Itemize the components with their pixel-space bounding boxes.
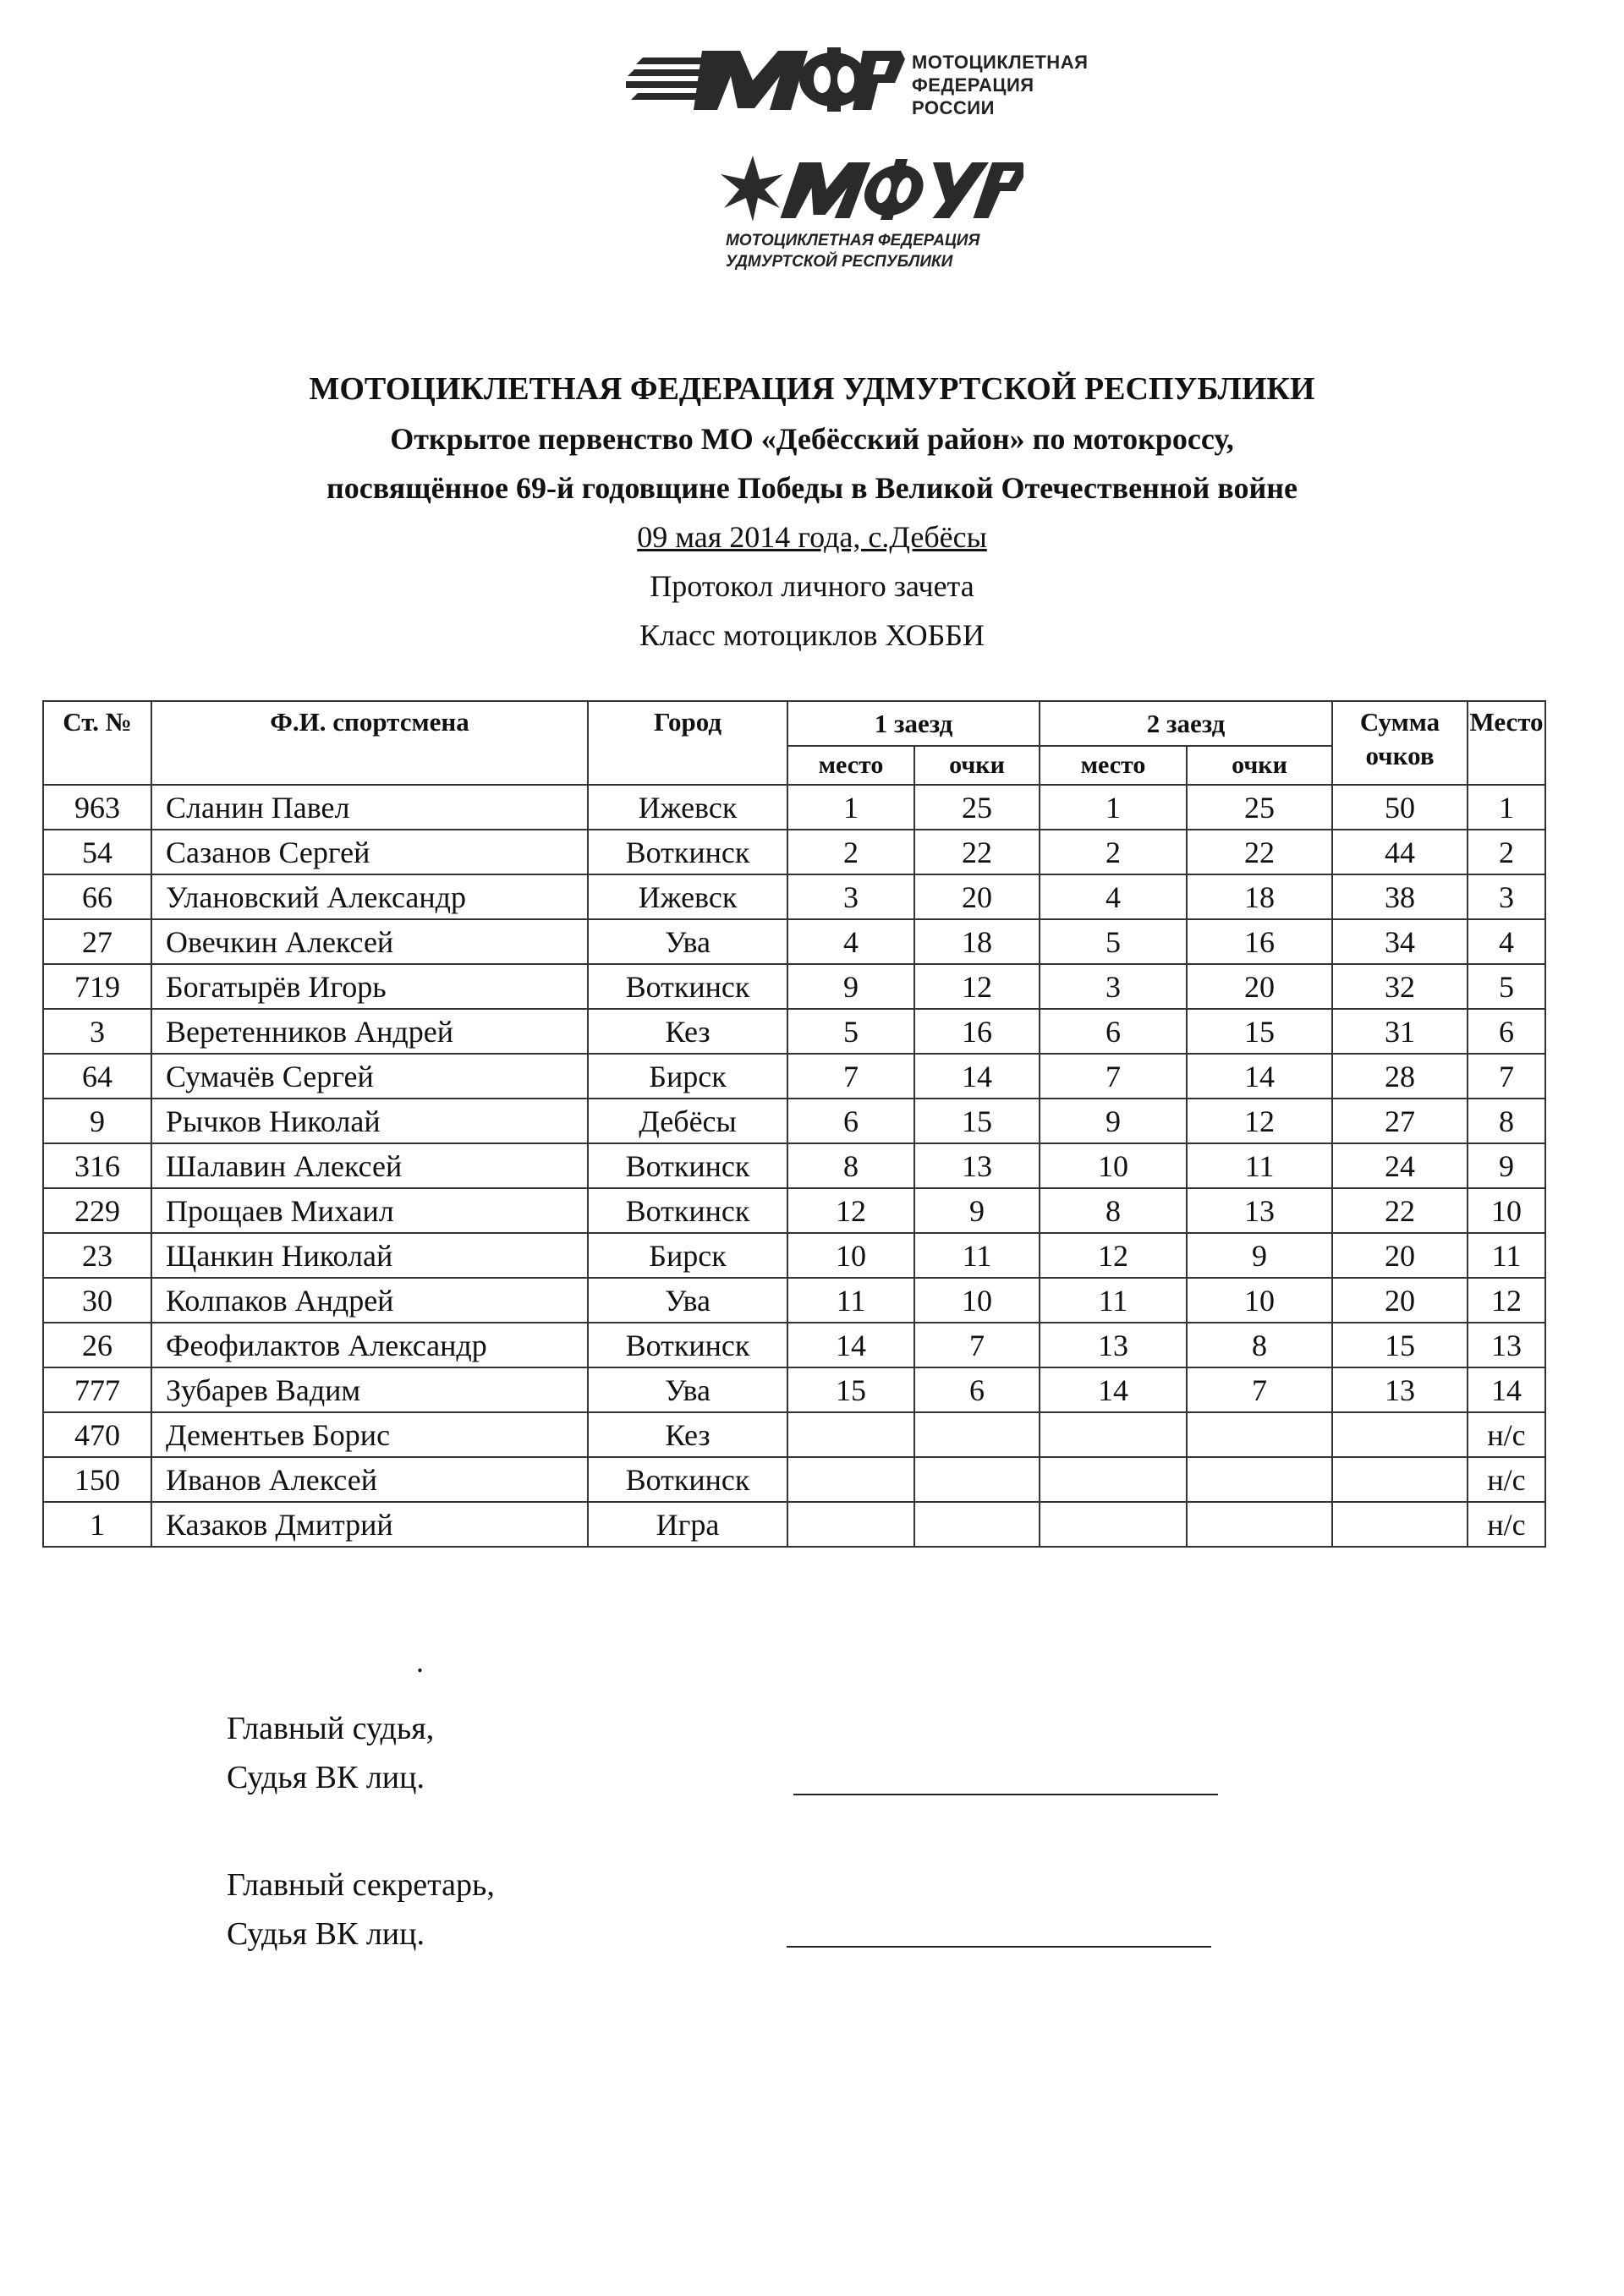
cell-final-place: н/с <box>1468 1502 1545 1547</box>
cell-race2-points: 10 <box>1187 1278 1332 1323</box>
cell-race1-place: 1 <box>787 785 914 830</box>
cell-final-place: 9 <box>1468 1143 1545 1188</box>
cell-race2-points: 8 <box>1187 1323 1332 1367</box>
cell-race2-points: 7 <box>1187 1367 1332 1412</box>
cell-race2-points: 18 <box>1187 874 1332 919</box>
event-title-line1: Открытое первенство МО «Дебёсский район» по мотокроссу, <box>390 422 1234 456</box>
cell-race1-place: 4 <box>787 919 914 964</box>
cell-number: 719 <box>43 964 151 1009</box>
cell-total: 27 <box>1332 1099 1468 1143</box>
table-row <box>43 1412 1545 1457</box>
table-row <box>43 1099 1545 1143</box>
chief-judge-signature-line <box>793 1794 1218 1795</box>
cell-final-place: 5 <box>1468 964 1545 1009</box>
cell-final-place: 14 <box>1468 1367 1545 1412</box>
cell-name: Щанкин Николай <box>151 1233 588 1278</box>
cell-race1-points: 6 <box>914 1367 1040 1412</box>
cell-name: Овечкин Алексей <box>151 919 588 964</box>
mfr-logo-caption <box>912 51 1132 119</box>
cell-race2-points <box>1187 1457 1332 1502</box>
table-row <box>43 785 1545 830</box>
cell-race2-place: 12 <box>1040 1233 1187 1278</box>
col-header-city: Город <box>588 701 787 785</box>
cell-number: 777 <box>43 1367 151 1412</box>
col-header-race2-points: очки <box>1187 746 1332 785</box>
mfur-logo-caption <box>726 230 1047 272</box>
cell-city: Кез <box>588 1009 787 1054</box>
cell-race2-points: 12 <box>1187 1099 1332 1143</box>
cell-final-place: 2 <box>1468 830 1545 874</box>
mfr-caption-line: МОТОЦИКЛЕТНАЯ <box>912 52 1089 73</box>
cell-city: Ува <box>588 1367 787 1412</box>
table-row <box>43 919 1545 964</box>
cell-name: Шалавин Алексей <box>151 1143 588 1188</box>
cell-total: 50 <box>1332 785 1468 830</box>
cell-race1-place: 6 <box>787 1099 914 1143</box>
cell-race1-place: 12 <box>787 1188 914 1233</box>
cell-name: Феофилактов Александр <box>151 1323 588 1367</box>
chief-secretary-rank: Судья ВК лиц. <box>227 1916 425 1952</box>
results-table <box>42 700 1546 1548</box>
cell-city: Воткинск <box>588 1188 787 1233</box>
cell-number: 64 <box>43 1054 151 1099</box>
mfur-caption-line: МОТОЦИКЛЕТНАЯ ФЕДЕРАЦИЯ <box>726 232 980 249</box>
cell-city: Ижевск <box>588 874 787 919</box>
col-header-race2: 2 заезд <box>1040 701 1332 746</box>
cell-name: Богатырёв Игорь <box>151 964 588 1009</box>
cell-name: Рычков Николай <box>151 1099 588 1143</box>
chief-judge-rank: Судья ВК лиц. <box>227 1760 425 1795</box>
cell-race1-place: 5 <box>787 1009 914 1054</box>
mfur-caption-line: УДМУРТСКОЙ РЕСПУБЛИКИ <box>726 253 953 271</box>
cell-total: 38 <box>1332 874 1468 919</box>
mfr-caption-line: РОССИИ <box>912 97 995 118</box>
cell-race2-place: 14 <box>1040 1367 1187 1412</box>
cell-race2-place <box>1040 1502 1187 1547</box>
table-row <box>43 1323 1545 1367</box>
cell-final-place: 13 <box>1468 1323 1545 1367</box>
cell-city: Ижевск <box>588 785 787 830</box>
cell-total: 22 <box>1332 1188 1468 1233</box>
cell-race1-place: 8 <box>787 1143 914 1188</box>
cell-number: 30 <box>43 1278 151 1323</box>
cell-race1-place: 9 <box>787 964 914 1009</box>
cell-number: 316 <box>43 1143 151 1188</box>
cell-number: 963 <box>43 785 151 830</box>
cell-race2-points: 22 <box>1187 830 1332 874</box>
mfur-logo-mark <box>719 152 1023 228</box>
mfr-logo <box>626 42 1116 135</box>
cell-race1-points: 13 <box>914 1143 1040 1188</box>
cell-total: 15 <box>1332 1323 1468 1367</box>
cell-final-place: н/с <box>1468 1457 1545 1502</box>
col-header-final-place: Место <box>1468 701 1545 785</box>
cell-name: Сазанов Сергей <box>151 830 588 874</box>
protocol-title: Протокол личного зачета <box>650 569 974 603</box>
cell-number: 1 <box>43 1502 151 1547</box>
cell-race2-points: 15 <box>1187 1009 1332 1054</box>
stray-dot: . <box>416 1645 424 1679</box>
cell-name: Колпаков Андрей <box>151 1278 588 1323</box>
cell-total: 32 <box>1332 964 1468 1009</box>
cell-race1-points: 16 <box>914 1009 1040 1054</box>
cell-race1-points: 22 <box>914 830 1040 874</box>
cell-number: 9 <box>43 1099 151 1143</box>
cell-race1-points <box>914 1457 1040 1502</box>
cell-city: Бирск <box>588 1054 787 1099</box>
cell-city: Воткинск <box>588 1457 787 1502</box>
cell-race2-points: 11 <box>1187 1143 1332 1188</box>
cell-final-place: 4 <box>1468 919 1545 964</box>
chief-secretary-signature-line <box>787 1946 1211 1948</box>
cell-total: 20 <box>1332 1233 1468 1278</box>
cell-final-place: 3 <box>1468 874 1545 919</box>
cell-city: Ува <box>588 1278 787 1323</box>
mfur-logo <box>719 152 1040 279</box>
cell-number: 470 <box>43 1412 151 1457</box>
cell-number: 27 <box>43 919 151 964</box>
cell-number: 3 <box>43 1009 151 1054</box>
cell-city: Кез <box>588 1412 787 1457</box>
mfr-logo-mark <box>626 42 905 118</box>
table-row <box>43 874 1545 919</box>
cell-race1-place: 11 <box>787 1278 914 1323</box>
cell-race1-place: 7 <box>787 1054 914 1099</box>
cell-final-place: 12 <box>1468 1278 1545 1323</box>
table-row <box>43 964 1545 1009</box>
col-header-race1: 1 заезд <box>787 701 1040 746</box>
table-row <box>43 1233 1545 1278</box>
cell-total: 24 <box>1332 1143 1468 1188</box>
cell-number: 150 <box>43 1457 151 1502</box>
cell-city: Воткинск <box>588 1143 787 1188</box>
cell-name: Зубарев Вадим <box>151 1367 588 1412</box>
cell-race2-place: 3 <box>1040 964 1187 1009</box>
cell-race1-place: 2 <box>787 830 914 874</box>
cell-race2-place: 4 <box>1040 874 1187 919</box>
cell-total: 13 <box>1332 1367 1468 1412</box>
cell-number: 26 <box>43 1323 151 1367</box>
cell-name: Сланин Павел <box>151 785 588 830</box>
chief-secretary-title: Главный секретарь, <box>227 1867 495 1903</box>
table-row <box>43 1009 1545 1054</box>
cell-city: Игра <box>588 1502 787 1547</box>
cell-name: Улановский Александр <box>151 874 588 919</box>
document-header <box>0 364 1624 660</box>
cell-race2-place <box>1040 1457 1187 1502</box>
col-header-number: Ст. № <box>43 701 151 785</box>
cell-race2-points: 9 <box>1187 1233 1332 1278</box>
cell-number: 229 <box>43 1188 151 1233</box>
cell-number: 54 <box>43 830 151 874</box>
cell-total: 44 <box>1332 830 1468 874</box>
cell-total: 28 <box>1332 1054 1468 1099</box>
cell-race2-place <box>1040 1412 1187 1457</box>
cell-race2-place: 6 <box>1040 1009 1187 1054</box>
cell-city: Бирск <box>588 1233 787 1278</box>
cell-race2-points: 20 <box>1187 964 1332 1009</box>
cell-race1-points: 9 <box>914 1188 1040 1233</box>
event-title-line2: посвящённое 69-й годовщине Победы в Великой Отечественной войне <box>326 471 1298 505</box>
table-row <box>43 1278 1545 1323</box>
table-row <box>43 830 1545 874</box>
organization-title: МОТОЦИКЛЕТНАЯ ФЕДЕРАЦИЯ УДМУРТСКОЙ РЕСПУБЛИКИ <box>309 371 1315 407</box>
cell-number: 66 <box>43 874 151 919</box>
cell-total: 31 <box>1332 1009 1468 1054</box>
cell-race2-place: 10 <box>1040 1143 1187 1188</box>
cell-final-place: 7 <box>1468 1054 1545 1099</box>
cell-race1-points: 15 <box>914 1099 1040 1143</box>
cell-name: Сумачёв Сергей <box>151 1054 588 1099</box>
cell-number: 23 <box>43 1233 151 1278</box>
cell-race2-place: 1 <box>1040 785 1187 830</box>
cell-race2-place: 5 <box>1040 919 1187 964</box>
cell-final-place: 6 <box>1468 1009 1545 1054</box>
col-header-race1-place: место <box>787 746 914 785</box>
table-row <box>43 1367 1545 1412</box>
chief-judge-title: Главный судья, <box>227 1711 435 1746</box>
table-row <box>43 1188 1545 1233</box>
table-row <box>43 1457 1545 1502</box>
col-header-name: Ф.И. спортсмена <box>151 701 588 785</box>
cell-final-place: н/с <box>1468 1412 1545 1457</box>
cell-final-place: 11 <box>1468 1233 1545 1278</box>
table-row <box>43 1143 1545 1188</box>
event-date-place <box>0 512 1624 562</box>
header-row <box>43 701 1545 746</box>
cell-final-place: 10 <box>1468 1188 1545 1233</box>
cell-name: Веретенников Андрей <box>151 1009 588 1054</box>
cell-race2-points: 14 <box>1187 1054 1332 1099</box>
cell-total <box>1332 1412 1468 1457</box>
cell-race1-place: 15 <box>787 1367 914 1412</box>
cell-race1-points: 25 <box>914 785 1040 830</box>
cell-race1-place <box>787 1457 914 1502</box>
cell-race1-points: 11 <box>914 1233 1040 1278</box>
cell-race1-points: 18 <box>914 919 1040 964</box>
cell-race1-place: 3 <box>787 874 914 919</box>
cell-total <box>1332 1502 1468 1547</box>
cell-race2-place: 2 <box>1040 830 1187 874</box>
cell-race1-place <box>787 1412 914 1457</box>
chief-judge-block <box>227 1704 434 1802</box>
cell-city: Воткинск <box>588 830 787 874</box>
cell-city: Дебёсы <box>588 1099 787 1143</box>
col-header-race2-place: место <box>1040 746 1187 785</box>
cell-race1-points: 20 <box>914 874 1040 919</box>
cell-name: Иванов Алексей <box>151 1457 588 1502</box>
cell-race1-points: 7 <box>914 1323 1040 1367</box>
table-row <box>43 1502 1545 1547</box>
cell-final-place: 8 <box>1468 1099 1545 1143</box>
cell-race1-place <box>787 1502 914 1547</box>
cell-race1-points: 10 <box>914 1278 1040 1323</box>
cell-race1-points <box>914 1412 1040 1457</box>
results-body <box>43 785 1545 1547</box>
date-place-text: 09 мая 2014 года, с.Дебёсы <box>637 520 987 554</box>
cell-total: 20 <box>1332 1278 1468 1323</box>
cell-race2-points <box>1187 1502 1332 1547</box>
cell-name: Прощаев Михаил <box>151 1188 588 1233</box>
class-title: Класс мотоциклов ХОББИ <box>639 618 985 652</box>
cell-name: Дементьев Борис <box>151 1412 588 1457</box>
col-header-total: Сумма очков <box>1332 701 1468 785</box>
cell-race2-points: 13 <box>1187 1188 1332 1233</box>
cell-race2-place: 8 <box>1040 1188 1187 1233</box>
cell-race2-place: 13 <box>1040 1323 1187 1367</box>
cell-race1-points: 12 <box>914 964 1040 1009</box>
cell-race1-place: 14 <box>787 1323 914 1367</box>
cell-race2-points <box>1187 1412 1332 1457</box>
table-row <box>43 1054 1545 1099</box>
cell-city: Ува <box>588 919 787 964</box>
cell-race1-place: 10 <box>787 1233 914 1278</box>
cell-city: Воткинск <box>588 964 787 1009</box>
cell-final-place: 1 <box>1468 785 1545 830</box>
chief-secretary-block <box>227 1860 495 1959</box>
cell-race2-place: 9 <box>1040 1099 1187 1143</box>
mfr-caption-line: ФЕДЕРАЦИЯ <box>912 74 1034 96</box>
cell-race2-place: 11 <box>1040 1278 1187 1323</box>
cell-name: Казаков Дмитрий <box>151 1502 588 1547</box>
cell-total <box>1332 1457 1468 1502</box>
cell-race2-points: 25 <box>1187 785 1332 830</box>
cell-race1-points <box>914 1502 1040 1547</box>
cell-city: Воткинск <box>588 1323 787 1367</box>
cell-total: 34 <box>1332 919 1468 964</box>
col-header-race1-points: очки <box>914 746 1040 785</box>
cell-race2-points: 16 <box>1187 919 1332 964</box>
cell-race2-place: 7 <box>1040 1054 1187 1099</box>
star-icon <box>721 156 783 222</box>
cell-race1-points: 14 <box>914 1054 1040 1099</box>
